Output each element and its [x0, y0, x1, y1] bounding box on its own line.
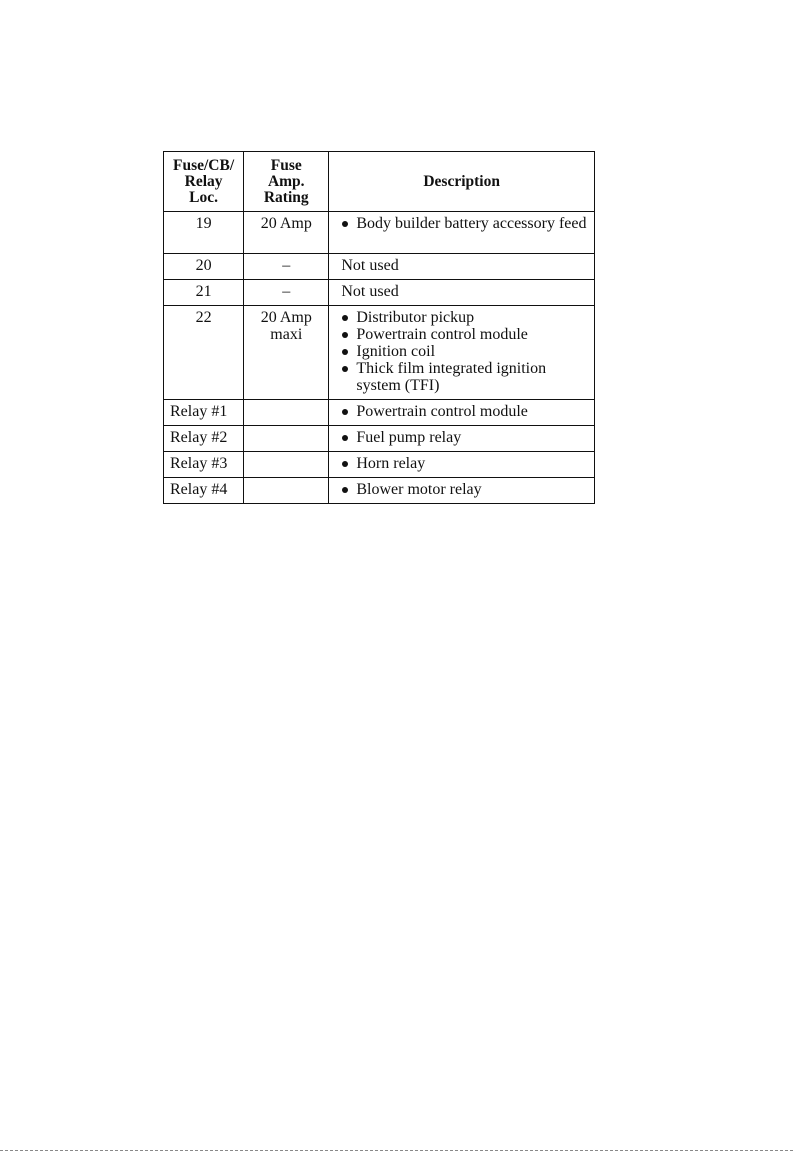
- description-item: Thick film integrated ignition system (TFI): [341, 360, 590, 394]
- location-cell: Relay #2: [164, 426, 244, 452]
- description-list: [341, 215, 590, 232]
- table-row: [164, 212, 595, 254]
- description-item: Ignition coil: [341, 343, 590, 360]
- table-row: [164, 306, 595, 400]
- amp-rating-cell: –: [244, 280, 329, 306]
- fuse-relay-table: [163, 151, 595, 504]
- amp-rating-cell: [244, 306, 329, 400]
- header-amp-line-2: Amp.: [267, 172, 305, 190]
- amp-rating-cell: –: [244, 254, 329, 280]
- description-item: Powertrain control module: [341, 403, 590, 420]
- table-row: [164, 452, 595, 478]
- description-cell: [329, 400, 595, 426]
- description-cell: [329, 212, 595, 254]
- page-bottom-rule: [0, 1150, 793, 1151]
- amp-rating-line-2: maxi: [270, 326, 303, 343]
- description-list: [341, 403, 590, 420]
- description-item: Distributor pickup: [341, 309, 590, 326]
- location-cell: Relay #3: [164, 452, 244, 478]
- amp-rating-line-1: 20 Amp: [260, 309, 312, 326]
- header-location-line-3: Loc.: [189, 188, 218, 206]
- location-cell: 20: [164, 254, 244, 280]
- description-cell: [329, 306, 595, 400]
- table-row: [164, 478, 595, 504]
- location-cell: Relay #1: [164, 400, 244, 426]
- description-list: [341, 309, 590, 394]
- description-item: Blower motor relay: [341, 481, 590, 498]
- amp-rating-cell: 20 Amp: [244, 212, 329, 254]
- header-location-line-1: Fuse/CB/: [173, 156, 235, 174]
- description-cell: [329, 478, 595, 504]
- table-row: [164, 280, 595, 306]
- description-text: Not used: [341, 257, 399, 274]
- description-list: [341, 481, 590, 498]
- location-cell: 21: [164, 280, 244, 306]
- description-cell: [329, 280, 595, 306]
- description-item: Powertrain control module: [341, 326, 590, 343]
- description-item: Horn relay: [341, 455, 590, 472]
- table-row: [164, 426, 595, 452]
- header-amp-rating: [244, 152, 329, 212]
- description-cell: [329, 254, 595, 280]
- description-cell: [329, 452, 595, 478]
- amp-rating-cell: [244, 452, 329, 478]
- amp-rating-cell: [244, 478, 329, 504]
- header-amp-line-3: Rating: [263, 188, 309, 206]
- description-list: [341, 429, 590, 446]
- amp-rating-cell: [244, 400, 329, 426]
- header-location: [164, 152, 244, 212]
- table-row: [164, 400, 595, 426]
- amp-rating-cell: [244, 426, 329, 452]
- description-item: Body builder battery accessory feed: [341, 215, 590, 232]
- location-cell: 22: [164, 306, 244, 400]
- location-cell: 19: [164, 212, 244, 254]
- location-cell: Relay #4: [164, 478, 244, 504]
- header-amp-line-1: Fuse: [270, 156, 302, 174]
- description-text: Not used: [341, 283, 399, 300]
- description-item: Fuel pump relay: [341, 429, 590, 446]
- description-cell: [329, 426, 595, 452]
- description-list: [341, 455, 590, 472]
- header-location-line-2: Relay: [184, 172, 223, 190]
- header-description: Description: [329, 152, 595, 212]
- table-header-row: [164, 152, 595, 212]
- table-row: [164, 254, 595, 280]
